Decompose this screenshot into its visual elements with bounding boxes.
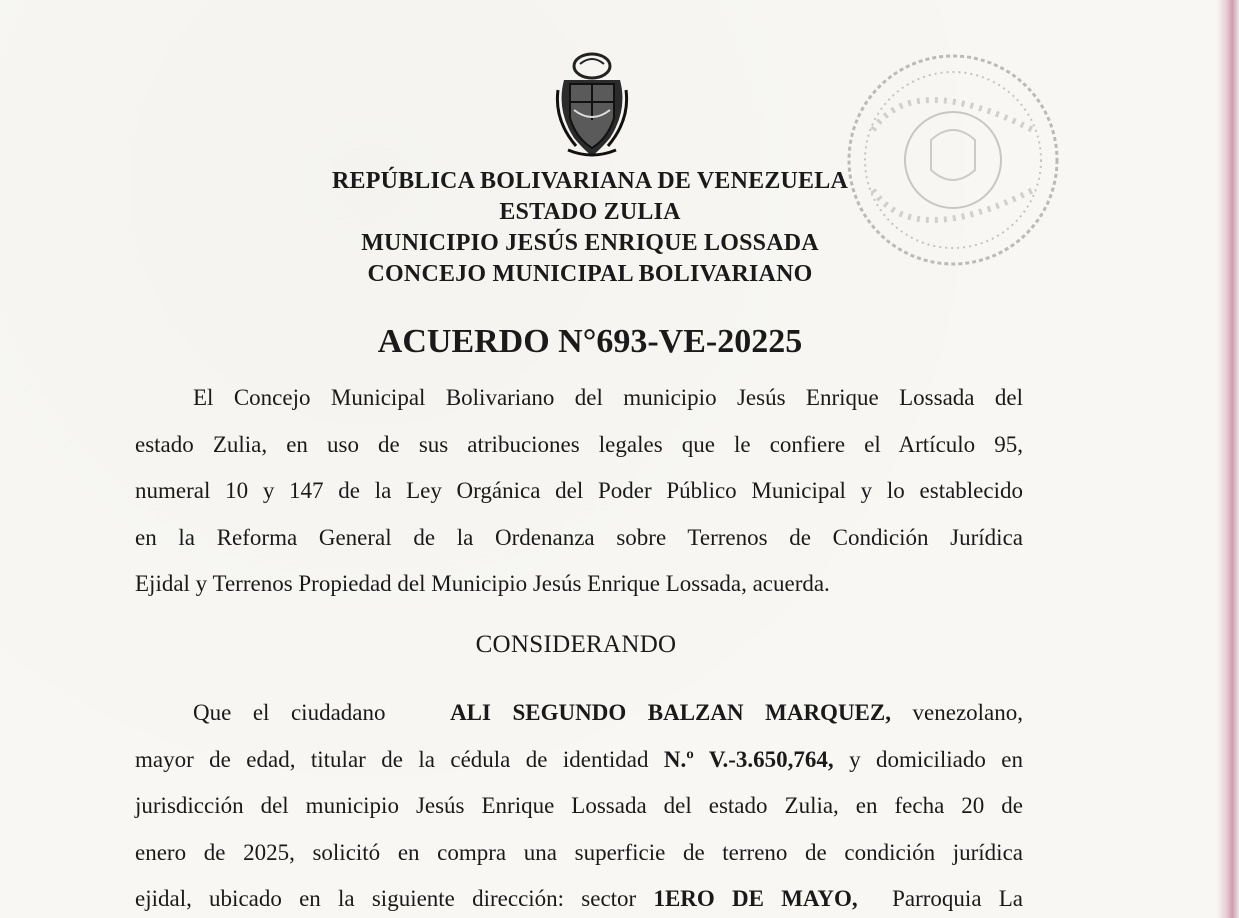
text-line: Ejidal y Terrenos Propiedad del Municipio Jesús Enrique Lossada, acuerda. (135, 571, 830, 596)
citizen-name: ALI SEGUNDO BALZAN MARQUEZ, (450, 700, 891, 725)
sector-name: 1ERO DE MAYO, (653, 886, 858, 911)
text-segment: ejidal, ubicado en la siguiente dirección: sector (135, 886, 637, 911)
text-line: El Concejo Municipal Bolivariano del municipio Jesús Enrique Lossada del (193, 385, 1023, 410)
coat-of-arms-icon (550, 50, 634, 162)
text-segment: venezolano, (912, 700, 1024, 725)
document-title: ACUERDO N°693-VE-20225 (377, 323, 803, 360)
text-line (135, 737, 1023, 784)
header-republic: REPÚBLICA BOLIVARIANA DE VENEZUELA (331, 168, 849, 194)
header-state: ESTADO ZULIA (499, 199, 681, 225)
header-council: CONCEJO MUNICIPAL BOLIVARIANO (367, 261, 813, 287)
header-municipality: MUNICIPIO JESÚS ENRIQUE LOSSADA (361, 230, 819, 256)
section-title: CONSIDERANDO (475, 631, 677, 658)
text-line: estado Zulia, en uso de sus atribuciones legales que le confiere el Artículo 95, (135, 431, 1023, 457)
paragraph-considerando (135, 690, 1023, 918)
text-segment: mayor de edad, titular de la cédula de identidad (135, 746, 649, 772)
text-line: numeral 10 y 147 de la Ley Orgánica del Poder Público Municipal y lo establecido (135, 478, 1023, 503)
paragraph-preamble (135, 375, 1023, 608)
document-header (250, 166, 930, 290)
text-line: enero de 2025, solicitó en compra una superficie de terreno de condición jurídica (135, 839, 1023, 865)
text-segment: y domiciliado en (849, 746, 1024, 772)
text-line: jurisdicción del municipio Jesús Enrique Lossada del estado Zulia, en fecha 20 de (135, 793, 1023, 818)
page-edge-shadow (1217, 0, 1239, 918)
citizen-id: N.º V.-3.650,764, (663, 746, 834, 772)
text-line (135, 876, 1023, 918)
text-line (135, 690, 1023, 737)
text-line: en la Reforma General de la Ordenanza sobre Terrenos de Condición Jurídica (135, 524, 1023, 550)
text-segment: Parroquia La (892, 886, 1024, 911)
text-segment: Que el ciudadano (193, 700, 386, 725)
